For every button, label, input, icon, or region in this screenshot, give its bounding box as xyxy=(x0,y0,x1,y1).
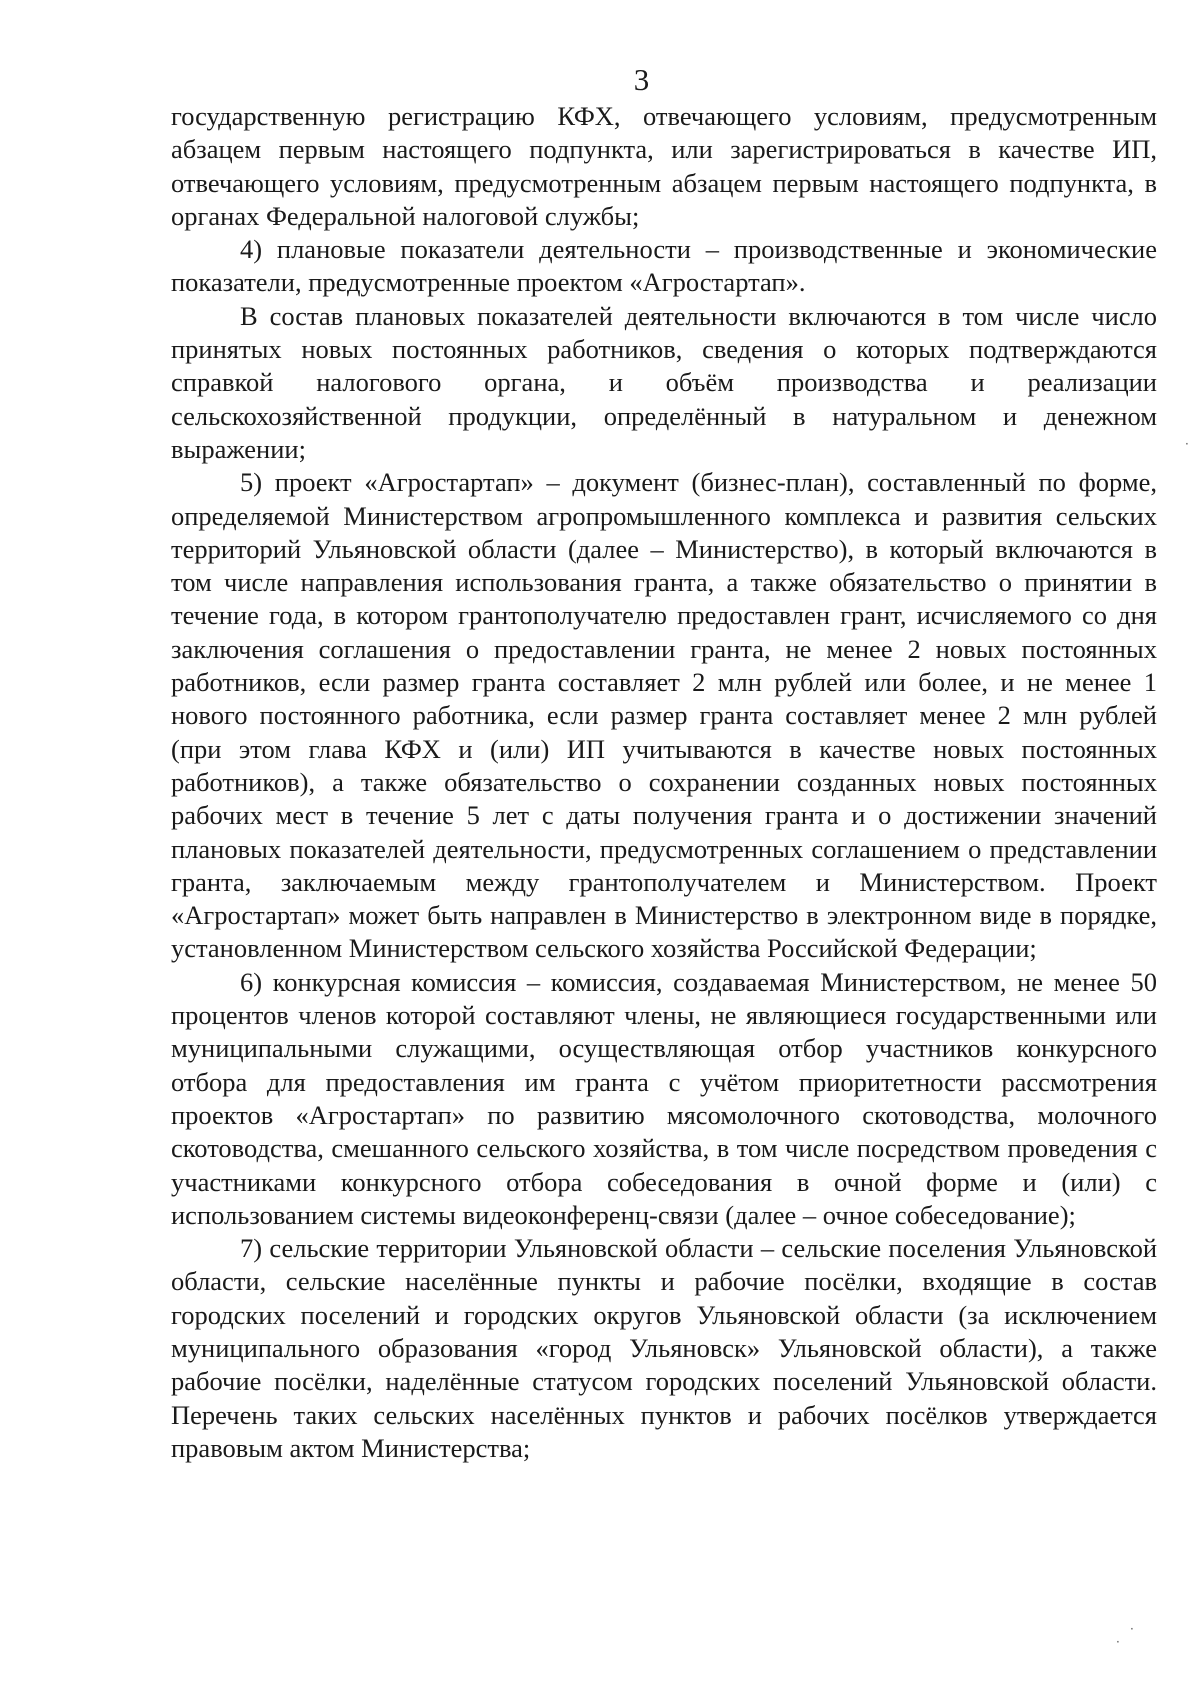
paragraph-item-5: 5) проект «Агростартап» – документ (бизнес-план), составленный по форме, определяемой Министерством агропромышленного комплекса и развития сельских территорий Ульяновской области (далее – Министерство), в который включаются в том числе направления использования гранта, а также обязательство о принятии в течение года, в котором грантополучателю предоставлен грант, исчисляемого со дня заключения соглашения о предоставлении гранта, не менее 2 новых постоянных работников, если размер гранта составляет 2 млн рублей или более, и не менее 1 нового постоянного работника, если размер гранта составляет менее 2 млн рублей (при этом глава КФХ и (или) ИП учитываются в качестве новых постоянных работников), а также обязательство о сохранении созданных новых постоянных рабочих мест в течение 5 лет с даты получения гранта и о достижении значений плановых показателей деятельности, предусмотренных соглашением о представлении гранта, заключаемым между грантополучателем и Министерством. Проект «Агростартап» может быть направлен в Министерство в электронном виде в порядке, установленном Министерством сельского хозяйства Российской Федерации; xyxy=(171,467,1157,964)
paragraph-planned-indicators: В состав плановых показателей деятельности включаются в том числе число принятых новых постоянных работников, сведения о которых подтверждаются справкой налогового органа, и объём производства и реализации сельскохозяйственной продукции, определённый в натуральном и денежном выражении; xyxy=(171,300,1157,464)
document-body xyxy=(171,100,1157,1465)
paragraph-item-7: 7) сельские территории Ульяновской области – сельские поселения Ульяновской области, сельские населённые пункты и рабочие посёлки, входящие в состав городских поселений и городских округов Ульяновской области (за исключением муниципального образования «город Ульяновск» Ульяновской области), а также рабочие посёлки, наделённые статусом городских поселений Ульяновской области. Перечень таких сельских населённых пунктов и рабочих посёлков утверждается правовым актом Министерства; xyxy=(171,1233,1157,1463)
scan-speck: · xyxy=(1116,1635,1120,1649)
paragraph-continuation: государственную регистрацию КФХ, отвечающего условиям, предусмотренным абзацем первым настоящего подпункта, или зарегистрироваться в качестве ИП, отвечающего условиям, предусмотренным абзацем первым настоящего подпункта, в органах Федеральной налоговой службы; xyxy=(171,101,1157,231)
paragraph-item-6: 6) конкурсная комиссия – комиссия, создаваемая Министерством, не менее 50 процентов членов которой составляют члены, не являющиеся государственными или муниципальными служащими, осуществляющая отбор участников конкурсного отбора для предоставления им гранта с учётом приоритетности рассмотрения проектов «Агростартап» по развитию мясомолочного скотоводства, молочного скотоводства, смешанного сельского хозяйства, в том числе посредством проведения с участниками конкурсного отбора собеседования в очной форме и (или) с использованием системы видеоконференц-связи (далее – очное собеседование); xyxy=(171,966,1157,1230)
page-number: 3 xyxy=(633,62,650,97)
scan-speck: · xyxy=(1130,1622,1134,1636)
scan-speck: · xyxy=(1185,437,1189,451)
paragraph-item-4: 4) плановые показатели деятельности – производственные и экономические показатели, предусмотренные проектом «Агростартап». xyxy=(171,234,1157,298)
